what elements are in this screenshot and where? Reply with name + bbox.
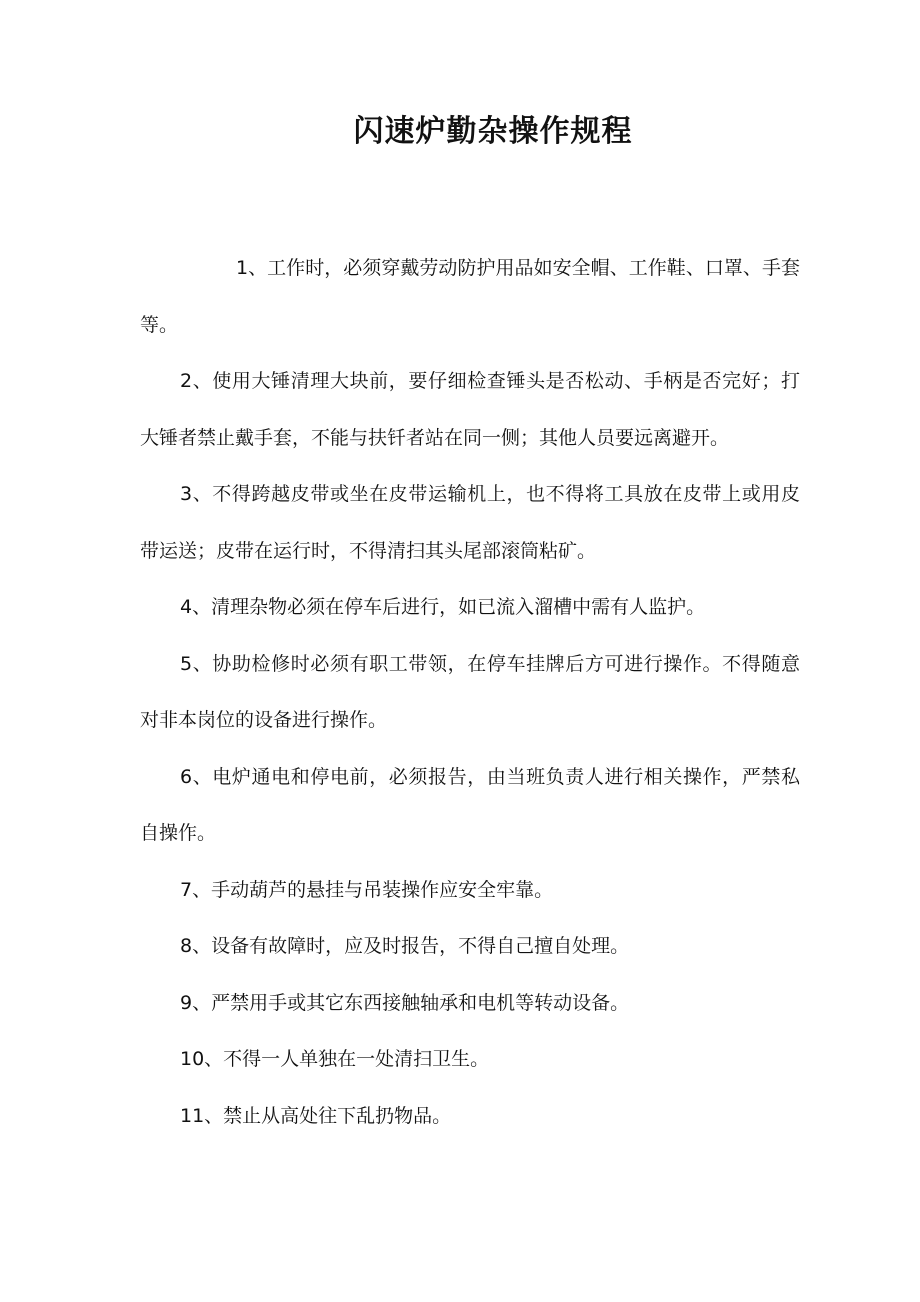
- rule-item-3: 3、不得跨越皮带或坐在皮带运输机上，也不得将工具放在皮带上或用皮带运送；皮带在运行时，不得清扫其头尾部滚筒粘矿。: [140, 483, 800, 562]
- rule-item-11: 11、禁止从高处往下乱扔物品。: [180, 1104, 452, 1127]
- rule-item-8: 8、设备有故障时，应及时报告，不得自己擅自处理。: [180, 935, 630, 957]
- rule-item-2: 2、使用大锤清理大块前，要仔细检查锤头是否松动、手柄是否完好；打大锤者禁止戴手套，不能与扶钎者站在同一侧；其他人员要远离避开。: [140, 370, 800, 449]
- rule-item-9: 9、严禁用手或其它东西接触轴承和电机等转动设备。: [180, 991, 630, 1014]
- rule-item-5: 5、协助检修时必须有职工带领，在停车挂牌后方可进行操作。不得随意对非本岗位的设备进行操作。: [140, 652, 800, 731]
- rule-item-10: 10、不得一人单独在一处清扫卫生。: [180, 1048, 490, 1070]
- rule-item-1: 1、工作时，必须穿戴劳动防护用品如安全帽、工作鞋、口罩、手套等。: [140, 257, 800, 336]
- rule-item-7: 7、手动葫芦的悬挂与吊装操作应安全牢靠。: [180, 878, 554, 901]
- rule-item-6: 6、电炉通电和停电前，必须报告，由当班负责人进行相关操作，严禁私自操作。: [140, 765, 800, 844]
- rule-item-4: 4、清理杂物必须在停车后进行，如已流入溜槽中需有人监护。: [180, 596, 706, 618]
- document-body: [140, 240, 800, 1144]
- document-title: 闪速炉勤杂操作规程: [353, 114, 633, 149]
